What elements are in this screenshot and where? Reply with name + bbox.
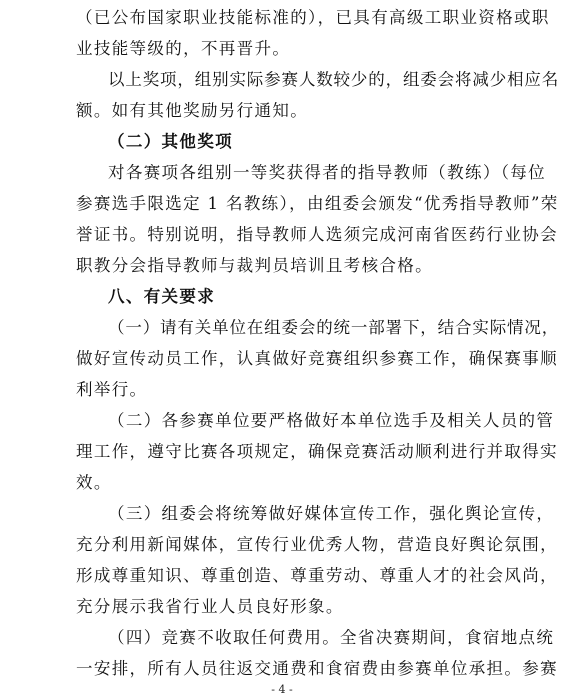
text-line: （二）各参赛单位要严格做好本单位选手及相关人员的管	[108, 411, 555, 430]
text-line: （一）请有关单位在组委会的统一部署下，结合实际情况，	[108, 318, 560, 337]
text-line: 业技能等级的，不再晋升。	[76, 39, 291, 58]
text-line: 一安排，所有人员往返交通费和食宿费由参赛单位承担。参赛	[76, 659, 558, 678]
text-line: （三）组委会将统筹做好媒体宣传工作，强化舆论宣传，	[108, 504, 555, 523]
text-line: 充分利用新闻媒体，宣传行业优秀人物，营造良好舆论氛围，	[76, 535, 558, 554]
text-line: 形成尊重知识、尊重创造、尊重劳动、尊重人才的社会风尚，	[76, 566, 558, 585]
text-line: 做好宣传动员工作，认真做好竞赛组织参赛工作，确保赛事顺	[76, 349, 558, 368]
text-line: （已公布国家职业技能标准的），已具有高级工职业资格或职	[76, 8, 550, 27]
section-heading: 八、有关要求	[108, 287, 216, 306]
text-line: 职教分会指导教师与裁判员培训且考核合格。	[76, 256, 433, 275]
text-line: （四）竞赛不收取任何费用。全省决赛期间，食宿地点统	[108, 628, 555, 647]
page-number: - 4 -	[271, 683, 293, 696]
text-line: 额。如有其他奖励另行通知。	[76, 101, 309, 120]
text-line: 充分展示我省行业人员良好形象。	[76, 597, 344, 616]
text-line: 参赛选手限选定 1 名教练），由组委会颁发“优秀指导教师”荣	[76, 194, 559, 213]
text-line: 对各赛项各组别一等奖获得者的指导教师（教练）（每位	[108, 163, 546, 182]
text-line: 利举行。	[76, 380, 148, 399]
text-line: 理工作，遵守比赛各项规定，确保竞赛活动顺利进行并取得实	[76, 442, 558, 461]
text-line: 誉证书。特别说明，指导教师人选须完成河南省医药行业协会	[76, 225, 558, 244]
text-line: 效。	[76, 473, 112, 492]
text-line: 以上奖项，组别实际参赛人数较少的，组委会将减少相应名	[108, 70, 560, 89]
subsection-heading: （二）其他奖项	[108, 132, 233, 151]
